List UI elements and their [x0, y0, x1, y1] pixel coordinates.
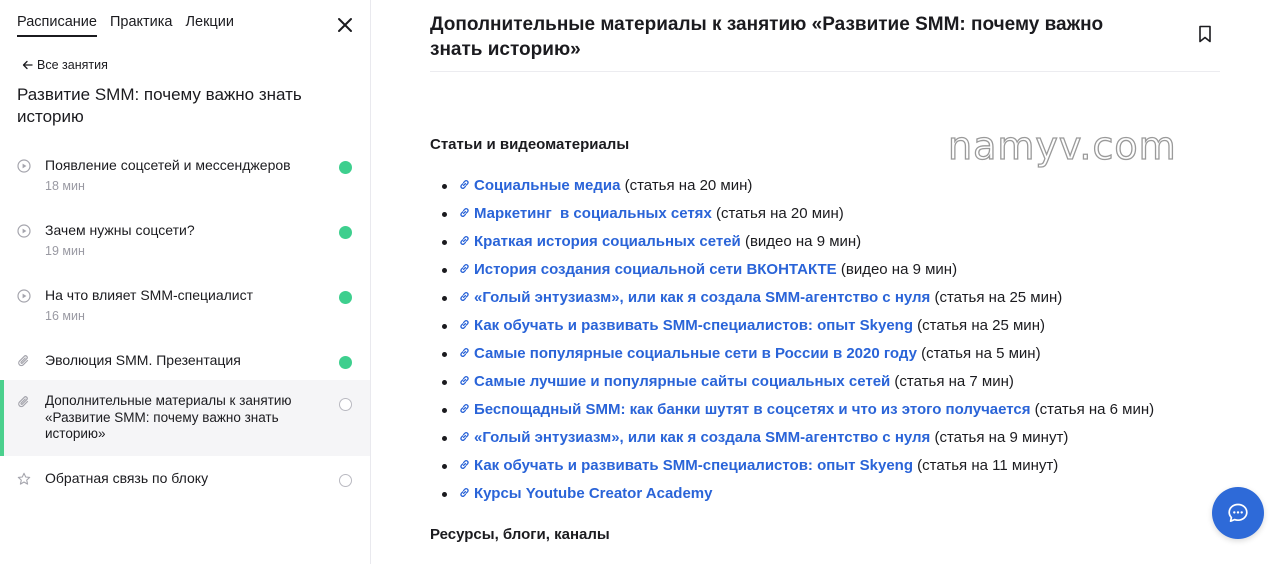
material-note: (статья на 5 мин)	[916, 345, 1041, 362]
list-item	[430, 452, 1250, 480]
section-heading-articles: Статьи и видеоматериалы	[430, 136, 630, 153]
link-icon	[458, 290, 471, 303]
status-complete-indicator	[339, 226, 352, 239]
link-icon	[458, 262, 471, 275]
material-link[interactable]: Как обучать и развивать SMM-специалистов: опыт Skyeng	[474, 457, 913, 474]
status-complete-indicator	[339, 161, 352, 174]
material-link[interactable]: Самые популярные социальные сети в России в 2020 году	[474, 345, 917, 362]
chat-bubble-icon	[1226, 501, 1250, 525]
active-accent-bar	[0, 380, 4, 456]
play-circle-icon	[17, 224, 31, 238]
arrow-left-icon	[22, 60, 33, 70]
material-note: (статья на 20 мин)	[620, 177, 753, 194]
list-item	[430, 256, 1250, 284]
status-complete-indicator	[339, 356, 352, 369]
material-link[interactable]: «Голый энтузиазм», или как я создала SMM-агентство с нуля	[474, 289, 931, 306]
lesson-title: Развитие SMM: почему важно знать историю	[17, 85, 302, 126]
link-icon	[458, 402, 471, 415]
status-incomplete-indicator	[339, 398, 352, 411]
material-note: (видео на 9 мин)	[740, 233, 862, 250]
link-icon	[458, 374, 471, 387]
materials-link-list	[430, 172, 1250, 508]
chat-button[interactable]	[1212, 487, 1264, 539]
tab-practice[interactable]: Практика	[109, 14, 173, 30]
main-content	[372, 0, 1280, 564]
link-icon	[458, 234, 471, 247]
link-icon	[458, 178, 471, 191]
material-link[interactable]: Как обучать и развивать SMM-специалистов: опыт Skyeng	[474, 317, 913, 334]
lesson-item-duration: 18 мин	[45, 179, 85, 193]
lesson-item[interactable]	[0, 460, 370, 500]
material-note: (статья на 11 минут)	[913, 457, 1059, 474]
back-to-all-lessons-link[interactable]	[22, 58, 108, 72]
lesson-item-label: Эволюция SMM. Презентация	[45, 352, 241, 368]
status-complete-indicator	[339, 291, 352, 304]
list-item	[430, 368, 1250, 396]
star-icon	[17, 472, 31, 486]
list-item	[430, 228, 1250, 256]
lesson-item-label: Появление соцсетей и мессенджеров	[45, 157, 291, 173]
close-icon[interactable]	[336, 16, 354, 34]
material-link[interactable]: «Голый энтузиазм», или как я создала SMM-агентство с нуля	[474, 429, 931, 446]
material-note: (статья на 25 мин)	[930, 289, 1063, 306]
lesson-item-label: На что влияет SMM-специалист	[45, 287, 254, 303]
material-note: (видео на 9 мин)	[836, 261, 958, 278]
lesson-item-label: Зачем нужны соцсети?	[45, 222, 195, 238]
watermark: namyv.com	[948, 124, 1177, 168]
list-item	[430, 312, 1250, 340]
material-note: (статья на 9 минут)	[930, 429, 1069, 446]
lesson-item-duration: 16 мин	[45, 309, 85, 323]
link-icon	[458, 486, 471, 499]
material-note: (статья на 20 мин)	[711, 205, 844, 222]
list-item	[430, 340, 1250, 368]
tab-lectures[interactable]: Лекции	[185, 14, 234, 30]
title-divider	[430, 71, 1220, 72]
material-note: (статья на 25 мин)	[913, 317, 1045, 334]
lesson-item-active[interactable]	[0, 380, 370, 456]
material-link[interactable]: Краткая история социальных сетей	[474, 233, 741, 250]
lesson-item[interactable]	[0, 148, 370, 208]
play-circle-icon	[17, 289, 31, 303]
back-link-label: Все занятия	[37, 58, 108, 72]
material-note: (статья на 6 мин)	[1030, 401, 1155, 418]
page-title: Дополнительные материалы к занятию «Развитие SMM: почему важно знать историю»	[430, 14, 1104, 60]
material-link[interactable]: Самые лучшие и популярные сайты социальных сетей	[474, 373, 891, 390]
list-item	[430, 396, 1250, 424]
material-link[interactable]: Маркетинг в социальных сетях	[474, 205, 712, 222]
link-icon	[458, 430, 471, 443]
lesson-item-duration: 19 мин	[45, 244, 85, 258]
play-circle-icon	[17, 159, 31, 173]
tab-schedule[interactable]: Расписание	[17, 14, 97, 37]
lesson-item[interactable]	[0, 213, 370, 273]
material-note: (статья на 7 мин)	[890, 373, 1014, 390]
list-item	[430, 284, 1250, 312]
material-link[interactable]: Социальные медиа	[474, 177, 621, 194]
list-item	[430, 200, 1250, 228]
link-icon	[458, 206, 471, 219]
lesson-item[interactable]	[0, 343, 370, 381]
material-link[interactable]: Беспощадный SMM: как банки шутят в соцсетях и что из этого получается	[474, 401, 1031, 418]
link-icon	[458, 458, 471, 471]
sidebar	[0, 0, 371, 564]
lesson-item[interactable]	[0, 278, 370, 338]
lesson-item-label: Обратная связь по блоку	[45, 470, 209, 486]
list-item	[430, 424, 1250, 452]
paperclip-icon	[17, 395, 31, 409]
bookmark-icon[interactable]	[1198, 25, 1212, 43]
tab-bar	[17, 14, 234, 37]
section-heading-resources: Ресурсы, блоги, каналы	[430, 526, 610, 543]
list-item	[430, 480, 1250, 508]
paperclip-icon	[17, 354, 31, 368]
lesson-item-label: Дополнительные материалы к занятию «Развитие SMM: почему важно знать историю»	[45, 393, 292, 441]
list-item	[430, 172, 1250, 200]
material-link[interactable]: Курсы Youtube Creator Academy	[474, 485, 713, 502]
link-icon	[458, 318, 471, 331]
material-link[interactable]: История создания социальной сети ВКОНТАКТЕ	[474, 261, 837, 278]
status-incomplete-indicator	[339, 474, 352, 487]
link-icon	[458, 346, 471, 359]
